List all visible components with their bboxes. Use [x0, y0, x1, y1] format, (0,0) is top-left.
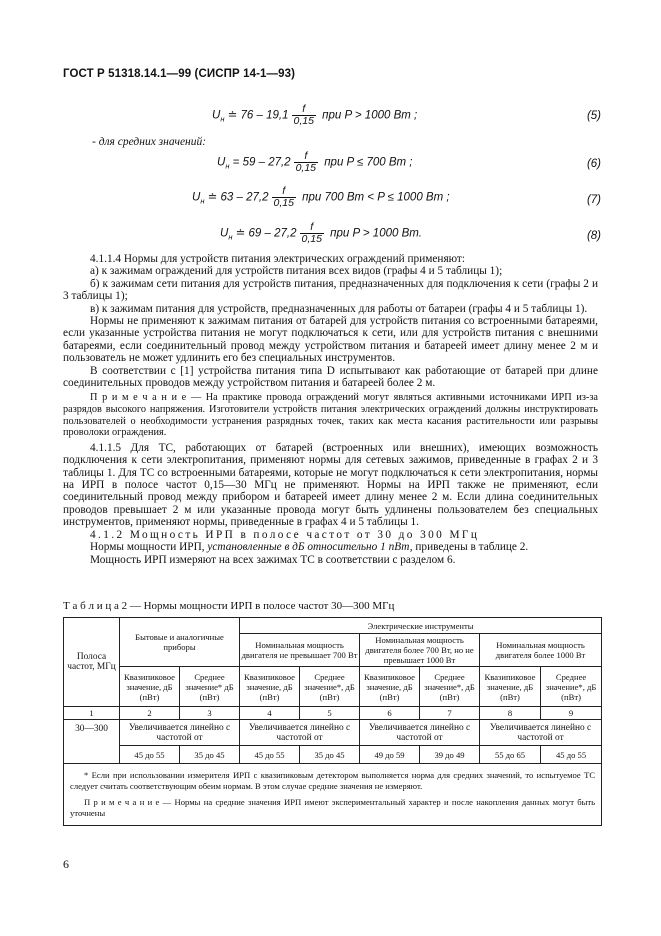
table-caption: Т а б л и ц а 2 — Нормы мощности ИРП в полосе частот 30—300 МГц: [63, 600, 395, 612]
header-qp-8: Квазипиковое значение, дБ (пВт): [480, 667, 541, 707]
paragraph-4-1-1-5: 4.1.1.5 Для ТС, работающих от батарей (встроенных или внешних), имеющих возможность подключения к сети электропитания, применяют нормы для сетевых зажимов, приведенные в графах 2 и 3 таблицы 1. Для ТС со встроенными батареями, которые не могут подключаться к сети электропитания, нормы на ИРП в полосе частот 0,15—30 МГц не применяют. Нормы на ИРП также не применяют, если соединительный провод между прибором и батареей имеет длину менее 2 м. Если длина соединительных проводов превышает 2 м или указанные провода могут быть удлинены пользователем без специальных инструментов, применяют нормы, приведенные в графах 4 и 5 таблицы 1.: [63, 441, 598, 529]
increase-text-household: Увеличивается линейно с частотой от: [120, 720, 240, 746]
header-qp-2: Квазипиковое значение, дБ (пВт): [120, 667, 180, 707]
increase-text-g3: Увеличивается линейно с частотой от: [480, 720, 602, 746]
header-group-1000: Номинальная мощность двигателя более 1000 Вт: [480, 634, 602, 667]
list-item-c: в) к зажимам питания для устройств, предназначенных для работы от батареи (графы 4 и 5 таблицы 1).: [90, 302, 588, 315]
col-number: 9: [541, 707, 602, 720]
header-avg-9: Среднее значение*, дБ (пВт): [541, 667, 602, 707]
paragraph-4-1-1-4: 4.1.1.4 Нормы для устройств питания электрических ограждений применяют:: [90, 253, 466, 265]
list-item-a: а) к зажимам ограждений для устройств питания всех видов (графы 4 и 5 таблицы 1);: [90, 265, 503, 278]
note-1-label: П р и м е ч а н и е: [90, 392, 187, 404]
header-avg-5: Среднее значение*, дБ (пВт): [300, 667, 360, 707]
value-cell: 39 до 49: [420, 746, 480, 764]
formula-number-8: (8): [586, 230, 601, 242]
header-household: Бытовые и аналогичные приборы: [120, 618, 240, 667]
formula-number-5: (5): [586, 110, 601, 122]
section-heading-4-1-2: 4.1.2 Мощность ИРП в полосе частот от 30 до 300 МГц: [90, 528, 480, 541]
table-note: П р и м е ч а н и е — Нормы на средние значения ИРП имеют экспериментальный характер и после накопления данных могут быть уточнены: [70, 797, 596, 818]
col-number: 7: [420, 707, 480, 720]
table-notes: [64, 764, 602, 826]
col-number: 6: [360, 707, 420, 720]
col-number: 8: [480, 707, 541, 720]
header-frequency-band: Полоса частот, МГц: [64, 618, 120, 707]
header-group-700: Номинальная мощность двигателя не превышает 700 Вт: [240, 634, 360, 667]
col-number: 2: [120, 707, 180, 720]
header-avg-7: Среднее значение*, дБ (пВт): [420, 667, 480, 707]
increase-text-g1: Увеличивается линейно с частотой от: [240, 720, 360, 746]
paragraph-table2-ref: Нормы мощности ИРП, установленные в дБ относительно 1 пВт, приведены в таблице 2.: [90, 541, 529, 554]
value-cell: 35 до 45: [180, 746, 240, 764]
value-cell: 45 до 55: [541, 746, 602, 764]
col-number: 1: [64, 707, 120, 720]
increase-text-g2: Увеличивается линейно с частотой от: [360, 720, 480, 746]
formula-number-6: (6): [586, 158, 601, 170]
header-avg-3: Среднее значение* дБ (пВт): [180, 667, 240, 707]
header-qp-6: Квазипиковое значение, дБ (пВт): [360, 667, 420, 707]
header-group-700-1000: Номинальная мощность двигателя более 700 Вт, но не превышает 1000 Вт: [360, 634, 480, 667]
list-item-b: б) к зажимам сети питания для устройств питания, предназначенных для подключения к сети (графы 2 и 3 таблицы 1);: [63, 277, 598, 303]
header-qp-4: Квазипиковое значение, дБ (пВт): [240, 667, 300, 707]
value-cell: 55 до 65: [480, 746, 541, 764]
page-number: 6: [63, 857, 69, 871]
row-band: 30—300: [64, 720, 120, 764]
value-cell: 49 до 59: [360, 746, 420, 764]
formula-6: $U_н = 59 - 27,2$ $\frac{f}{0,15}$ при P ≤ 700 Вт ;: [217, 150, 413, 175]
col-number: 5: [300, 707, 360, 720]
paragraph-measurement: Мощность ИРП измеряют на всех зажимах ТС в соответствии с разделом 6.: [90, 553, 456, 566]
value-cell: 35 до 45: [300, 746, 360, 764]
formula-7: $U_н$ ≐ 63 – 27,2 $\frac{f}{0,15}$ при 700 Вт < P ≤ 1000 Вт ;: [192, 185, 450, 210]
table-2: [63, 617, 602, 826]
formula-5: $U_н$ ≐ 76 – 19,1 $\frac{f}{0,15}$ при P > 1000 Вт ;: [212, 103, 418, 128]
col-number: 4: [240, 707, 300, 720]
header-electric-tools: Электрические инструменты: [240, 618, 602, 634]
note-1: [63, 392, 598, 438]
paragraph-battery-exception: Нормы не применяют к зажимам питания от батарей для устройств питания со встроенными батареями, если указанные устройства питания не могут подключаться к сети, или для устройств питания с внешними батареями, если соединительный провод между устройством питания и батареей имеет длину менее 2 м и пользователь не может удлинить его без специальных инструментов.: [63, 315, 598, 365]
value-cell: 45 до 55: [240, 746, 300, 764]
formula-number-7: (7): [586, 194, 601, 206]
formula-8: $U_н$ ≐ 69 – 27,2 $\frac{f}{0,15}$ при P > 1000 Вт.: [220, 221, 422, 246]
table-footnote: * Если при использовании измерителя ИРП с квазипиковым детектором выполняется норма для средних значений, то испытуемое ТС следует считать соответствующим обеим нормам. В этом случае средние значения не измеряют.: [70, 770, 596, 791]
document-header: ГОСТ Р 51318.14.1—99 (СИСПР 14-1—93): [63, 68, 296, 80]
average-values-label: - для средних значений:: [92, 136, 207, 148]
col-number: 3: [180, 707, 240, 720]
body-text: [63, 253, 598, 566]
paragraph-type-d: В соответствии с [1] устройства питания типа D испытывают как работающие от батарей при длине соединительных проводов между устройством питания и батареей более 2 м.: [63, 364, 598, 390]
note-1-text: — На практике провода ограждений могут являться активными источниками ИРП из-за разрядов высокого напряжения. Изготовители устройств питания электрических ограждений должны инструктировать пользователей о необходимости устранения разрядных точек, таких как места касания растительности или разрывы проволоки ограждения.: [63, 392, 598, 439]
value-cell: 45 до 55: [120, 746, 180, 764]
